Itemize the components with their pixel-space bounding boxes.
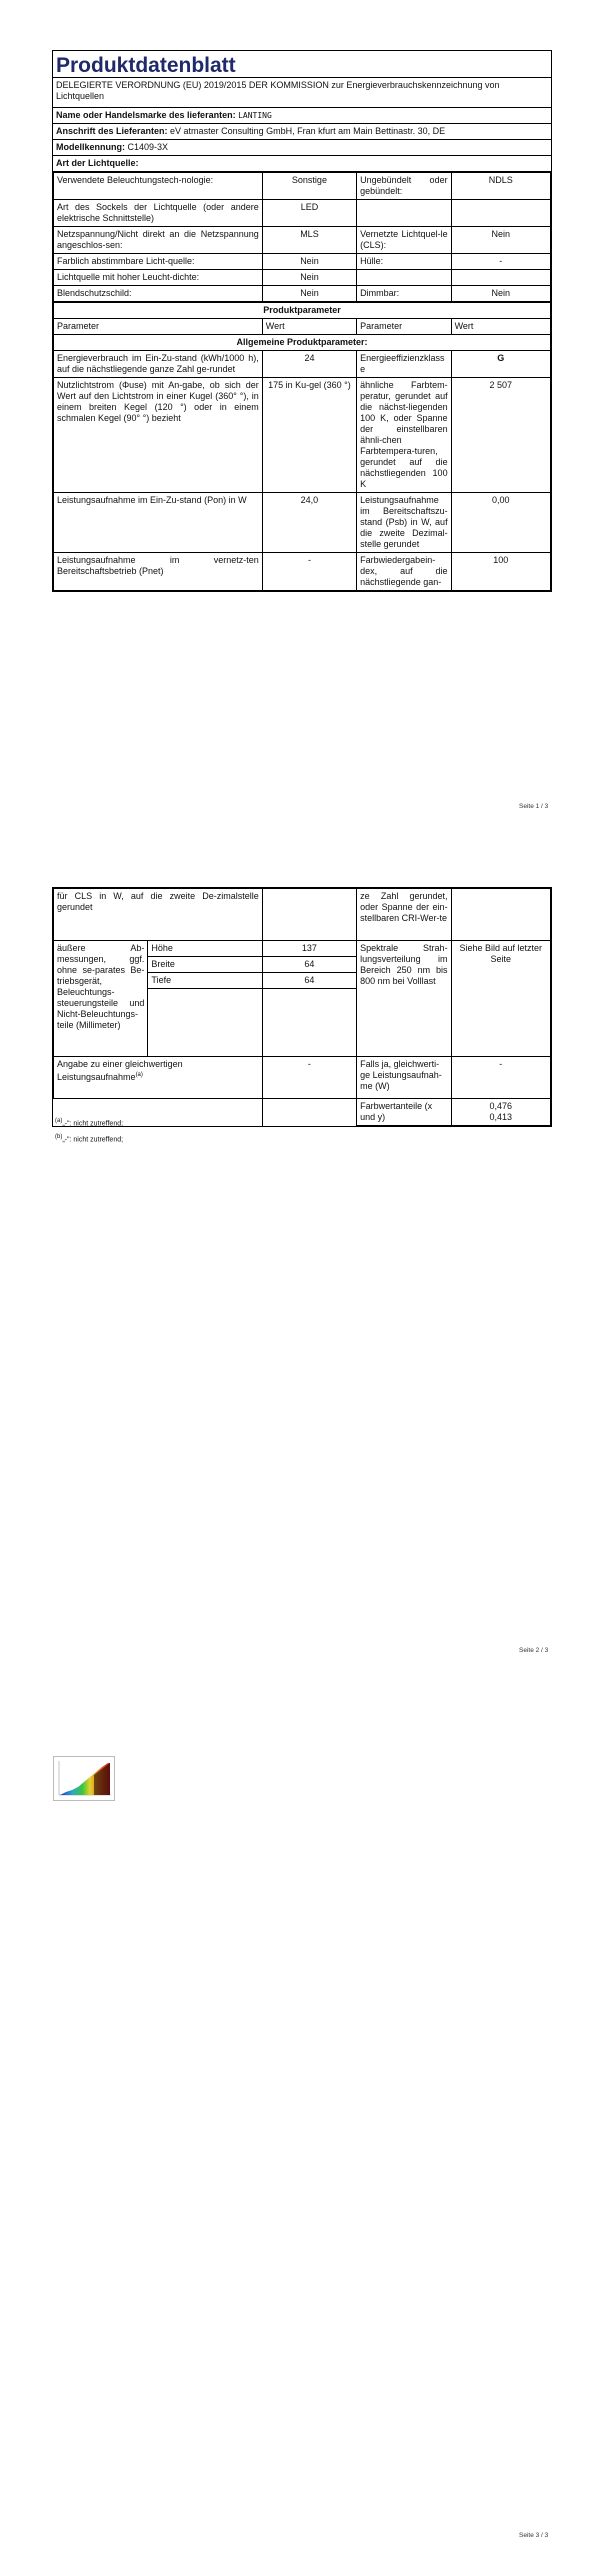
value-right: 100 bbox=[451, 553, 550, 591]
row-param-left: Verwendete Beleuchtungstech-nologie: bbox=[54, 173, 263, 200]
col-param-2: Parameter bbox=[357, 319, 451, 335]
row-param-right bbox=[357, 200, 451, 227]
dim-value-tiefe: 64 bbox=[262, 973, 356, 989]
row-param-left: Farblich abstimmbare Licht-quelle: bbox=[54, 254, 263, 270]
parameter-table bbox=[53, 302, 551, 591]
address-value: eV atmaster Consulting GmbH, Fran kfurt am Main Bettinastr. 30, DE bbox=[170, 126, 446, 136]
dim-name-breite: Breite bbox=[148, 957, 262, 973]
page-footer-2: Seite 2 / 3 bbox=[519, 1647, 549, 1654]
row-param-right: Vernetzte Lichtquel-le (CLS): bbox=[357, 227, 451, 254]
value-left: 24 bbox=[262, 351, 356, 378]
row-value-right: - bbox=[451, 254, 550, 270]
cont-right-cell: ze Zahl gerundet, oder Spanne der ein-stellbaren CRI-Wer-te bbox=[357, 889, 451, 941]
dim-name-tiefe: Tiefe bbox=[148, 973, 262, 989]
col-value-1: Wert bbox=[262, 319, 356, 335]
value-right: 2 507 bbox=[451, 378, 550, 493]
value-left: 24,0 bbox=[262, 493, 356, 553]
value-left: 175 in Ku-gel (360 °) bbox=[262, 378, 356, 493]
param-left: Nutzlichtstrom (Φuse) mit An-gabe, ob sich der Wert auf den Lichtstrom in einer Kugel (360° °), in einem breiten Kegel (120 °) oder in einem schmalen Kegel (90° °) bezieht bbox=[54, 378, 263, 493]
row-value-right: NDLS bbox=[451, 173, 550, 200]
model-value: C1409-3X bbox=[127, 142, 169, 152]
row-param-left: Art des Sockels der Lichtquelle (oder andere elektrische Schnittstelle) bbox=[54, 200, 263, 227]
farb-y: 0,413 bbox=[489, 1112, 513, 1122]
allgemeine-header: Allgemeine Produktparameter: bbox=[54, 335, 551, 351]
light-source-table bbox=[53, 172, 551, 302]
page-footer-3: Seite 3 / 3 bbox=[519, 2532, 549, 2539]
light-source-row bbox=[54, 200, 551, 227]
row-value-left: Nein bbox=[262, 270, 356, 286]
row-param-right: Hülle: bbox=[357, 254, 451, 270]
supplier-label: Name oder Handelsmarke des lieferanten: bbox=[56, 110, 236, 120]
equiv-label-cell bbox=[54, 1057, 263, 1099]
light-source-row bbox=[54, 254, 551, 270]
light-source-row bbox=[54, 270, 551, 286]
footnote-b-mark: (b) bbox=[55, 1133, 63, 1140]
spectral-graph-icon bbox=[54, 1757, 114, 1800]
param-right: Energieeffizienzklasse bbox=[357, 351, 451, 378]
spectral-value: Siehe Bild auf letzter Seite bbox=[451, 941, 550, 1057]
row-value-left: Sonstige bbox=[262, 173, 356, 200]
row-param-left: Lichtquelle mit hoher Leucht-dichte: bbox=[54, 270, 263, 286]
row-param-right: Dimmbar: bbox=[357, 286, 451, 302]
dims-empty bbox=[148, 989, 262, 1057]
param-left: Leistungsaufnahme im vernetz-ten Bereitschaftsbetrieb (Pnet) bbox=[54, 553, 263, 591]
parameter-row bbox=[54, 493, 551, 553]
param-right: Leistungsaufnahme im Bereitschaftszu-stand (Psb) in W, auf die zweite Dezimal-stelle gerundet bbox=[357, 493, 451, 553]
supplier-row bbox=[53, 108, 551, 124]
row-value-left: LED bbox=[262, 200, 356, 227]
param-left: Leistungsaufnahme im Ein-Zu-stand (Pon) in W bbox=[54, 493, 263, 553]
row-param-left: Netzspannung/Nicht direkt an die Netzspannung angeschlos-sen: bbox=[54, 227, 263, 254]
parameter-row bbox=[54, 351, 551, 378]
row-param-right bbox=[357, 270, 451, 286]
row-value-left: Nein bbox=[262, 254, 356, 270]
falls-label: Falls ja, gleichwerti-ge Leistungsaufnah-me (W) bbox=[357, 1057, 451, 1099]
footnote-a bbox=[55, 1115, 123, 1131]
light-source-row bbox=[54, 173, 551, 200]
regulation-text: DELEGIERTE VERORDNUNG (EU) 2019/2015 DER KOMMISSION zur Energieverbrauchskennzeichnung von Lichtquellen bbox=[53, 78, 551, 108]
dims-label: äußere Ab-messungen, ggf. ohne se-parates Be-triebsgerät, Beleuchtungs-steuerungsteile und Nicht-Beleuchtungs-teile (Millimeter) bbox=[54, 941, 148, 1057]
value-right: 0,00 bbox=[451, 493, 550, 553]
row-param-right: Ungebündelt oder gebündelt: bbox=[357, 173, 451, 200]
footnote-b bbox=[55, 1131, 123, 1147]
param-right: ähnliche Farbtem-peratur, gerundet auf die nächst-liegenden 100 K, oder Spanne der einstellbaren ähnli-chen Farbtempera-turen, gerundet auf die nächstliegenden 100 K bbox=[357, 378, 451, 493]
produktparameter-header: Produktparameter bbox=[54, 303, 551, 319]
param-right: Farbwiedergabein-dex, auf die nächstliegende gan- bbox=[357, 553, 451, 591]
cont-empty-cell-2 bbox=[451, 889, 550, 941]
col-param-1: Parameter bbox=[54, 319, 263, 335]
spectral-distribution-image bbox=[53, 1756, 115, 1801]
light-source-row bbox=[54, 227, 551, 254]
param-left: Energieverbrauch im Ein-Zu-stand (kWh/1000 h), auf die nächstliegende ganze Zahl ge-rundet bbox=[54, 351, 263, 378]
type-label: Art der Lichtquelle: bbox=[53, 156, 551, 172]
footnote-a-text: „-": nicht zutreffend; bbox=[62, 1120, 124, 1128]
farb-x: 0,476 bbox=[489, 1101, 513, 1111]
dim-value-hoehe: 137 bbox=[262, 941, 356, 957]
footnotes bbox=[55, 1115, 123, 1146]
cont-left-cell: für CLS in W, auf die zweite De-zimalstelle gerundet bbox=[54, 889, 263, 941]
equiv-sup: (a) bbox=[135, 1072, 143, 1078]
row-value-left: MLS bbox=[262, 227, 356, 254]
continuation-table bbox=[53, 888, 551, 1126]
value-right: G bbox=[451, 351, 550, 378]
datasheet-table-2 bbox=[52, 887, 552, 1127]
model-label: Modellkennung: bbox=[56, 142, 125, 152]
supplier-value: LANTING bbox=[238, 111, 272, 120]
farb-empty-2 bbox=[262, 1099, 356, 1126]
equiv-value: - bbox=[262, 1057, 356, 1099]
light-source-row bbox=[54, 286, 551, 302]
spectral-label: Spektrale Strah-lungsverteilung im Bereich 250 nm bis 800 nm bei Volllast bbox=[357, 941, 451, 1057]
page-footer-1: Seite 1 / 3 bbox=[519, 803, 549, 810]
model-row bbox=[53, 140, 551, 156]
dim-value-breite: 64 bbox=[262, 957, 356, 973]
address-row bbox=[53, 124, 551, 140]
parameter-row bbox=[54, 378, 551, 493]
row-value-right: Nein bbox=[451, 286, 550, 302]
datasheet-table-1 bbox=[52, 50, 552, 592]
farb-label: Farbwertanteile (x und y) bbox=[357, 1099, 451, 1126]
footnote-b-text: „-": nicht zutreffend; bbox=[62, 1136, 124, 1144]
row-param-left: Blendschutzschild: bbox=[54, 286, 263, 302]
farb-values bbox=[451, 1099, 550, 1126]
row-value-left: Nein bbox=[262, 286, 356, 302]
parameter-row bbox=[54, 553, 551, 591]
row-value-right: Nein bbox=[451, 227, 550, 254]
footnote-a-mark: (a) bbox=[55, 1118, 63, 1124]
value-left: - bbox=[262, 553, 356, 591]
address-label: Anschrift des Lieferanten: bbox=[56, 126, 168, 136]
cont-empty-cell bbox=[262, 889, 356, 941]
col-value-2: Wert bbox=[451, 319, 550, 335]
row-value-right bbox=[451, 270, 550, 286]
row-value-right bbox=[451, 200, 550, 227]
page-title: Produktdatenblatt bbox=[53, 51, 551, 78]
falls-value: - bbox=[451, 1057, 550, 1099]
dims-empty-2 bbox=[262, 989, 356, 1057]
equiv-label: Angabe zu einer gleichwertigen Leistungsaufnahme bbox=[57, 1059, 183, 1082]
dim-name-hoehe: Höhe bbox=[148, 941, 262, 957]
